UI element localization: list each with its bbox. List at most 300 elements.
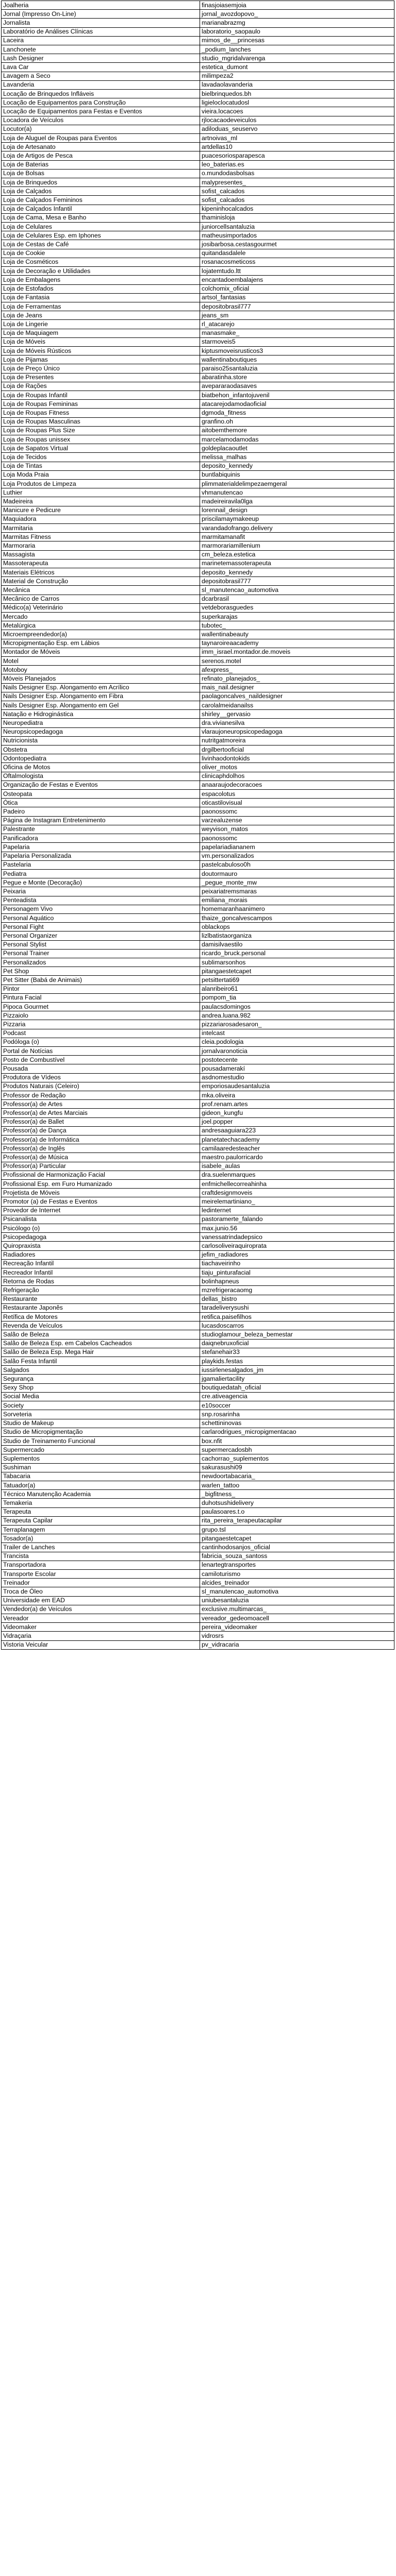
- account-cell[interactable]: pastelcabuloso0h: [200, 860, 394, 869]
- category-cell[interactable]: Papelaria Personalizada: [2, 852, 200, 860]
- category-cell[interactable]: Personal Trainer: [2, 949, 200, 958]
- category-cell[interactable]: Loja de Bolsas: [2, 169, 200, 178]
- account-cell[interactable]: tubotec_: [200, 621, 394, 630]
- account-cell[interactable]: cachorrao_suplementos: [200, 1454, 394, 1463]
- category-cell[interactable]: Recreador Infantil: [2, 1268, 200, 1277]
- account-cell[interactable]: dcarbrasil: [200, 595, 394, 603]
- account-cell[interactable]: oliver_motos: [200, 763, 394, 772]
- account-cell[interactable]: thaminisloja: [200, 213, 394, 222]
- account-cell[interactable]: atacarejodamodaoficial: [200, 400, 394, 409]
- category-cell[interactable]: Psicopedagoga: [2, 1233, 200, 1242]
- account-cell[interactable]: ricardo_bruck.personal: [200, 949, 394, 958]
- category-cell[interactable]: Microempreendedor(a): [2, 630, 200, 639]
- account-cell[interactable]: fabricia_souza_santoss: [200, 1552, 394, 1561]
- account-cell[interactable]: paraiso25santaluzia: [200, 364, 394, 373]
- category-cell[interactable]: Jornal (Impresso On-Line): [2, 10, 200, 19]
- account-cell[interactable]: camilaaredesteacher: [200, 1144, 394, 1153]
- category-cell[interactable]: Locutor(a): [2, 125, 200, 133]
- category-cell[interactable]: Loja de Calçados: [2, 187, 200, 196]
- category-cell[interactable]: Revenda de Veículos: [2, 1321, 200, 1330]
- category-cell[interactable]: Maquiadora: [2, 515, 200, 523]
- account-cell[interactable]: starmoveis5: [200, 337, 394, 346]
- account-cell[interactable]: alanribeiro61: [200, 985, 394, 993]
- account-cell[interactable]: mka.oliveira: [200, 1091, 394, 1099]
- account-cell[interactable]: cm_beleza.estetica: [200, 550, 394, 559]
- category-cell[interactable]: Papelaria: [2, 843, 200, 852]
- account-cell[interactable]: deposito_kennedy: [200, 568, 394, 577]
- account-cell[interactable]: max.junio.56: [200, 1224, 394, 1233]
- account-cell[interactable]: josibarbosa.cestasgourmet: [200, 240, 394, 249]
- category-cell[interactable]: Retífica de Motores: [2, 1313, 200, 1321]
- category-cell[interactable]: Professor(a) de Artes Marciais: [2, 1109, 200, 1117]
- category-cell[interactable]: Personal Aquático: [2, 913, 200, 922]
- category-cell[interactable]: Loja de Roupas Infantil: [2, 391, 200, 399]
- category-cell[interactable]: Locação de Equipamentos para Festas e Eventos: [2, 107, 200, 116]
- account-cell[interactable]: granfino.oh: [200, 417, 394, 426]
- account-cell[interactable]: carlarodrigues_micropigmentacao: [200, 1428, 394, 1436]
- category-cell[interactable]: Provedor de Internet: [2, 1206, 200, 1215]
- account-cell[interactable]: shirley__gervasio: [200, 710, 394, 719]
- account-cell[interactable]: playkids.festas: [200, 1357, 394, 1366]
- category-cell[interactable]: Loja de Rações: [2, 382, 200, 391]
- account-cell[interactable]: leo_baterias.es: [200, 160, 394, 169]
- account-cell[interactable]: rita_pereira_terapeutacapilar: [200, 1516, 394, 1525]
- category-cell[interactable]: Panificadora: [2, 834, 200, 843]
- category-cell[interactable]: Loja de Fantasia: [2, 293, 200, 302]
- category-cell[interactable]: Studio de Micropigmentação: [2, 1428, 200, 1436]
- account-cell[interactable]: newdoortabacaria_: [200, 1472, 394, 1481]
- account-cell[interactable]: finasjoiasemjoia: [200, 1, 394, 10]
- account-cell[interactable]: espacolotus: [200, 790, 394, 799]
- category-cell[interactable]: Podóloga (o): [2, 1038, 200, 1046]
- account-cell[interactable]: lojatemtudo.ltt: [200, 267, 394, 276]
- category-cell[interactable]: Neuropediatra: [2, 719, 200, 727]
- account-cell[interactable]: daiqnebruxoficial: [200, 1339, 394, 1348]
- account-cell[interactable]: buntlabiquinis: [200, 470, 394, 479]
- category-cell[interactable]: Mecânica: [2, 586, 200, 595]
- account-cell[interactable]: jgamaliertacility: [200, 1375, 394, 1383]
- account-cell[interactable]: warlen_tattoo: [200, 1481, 394, 1489]
- account-cell[interactable]: varzealuzense: [200, 816, 394, 825]
- account-cell[interactable]: avepararaodasaves: [200, 382, 394, 391]
- category-cell[interactable]: Restaurante: [2, 1295, 200, 1303]
- account-cell[interactable]: dra.vivianesilva: [200, 719, 394, 727]
- category-cell[interactable]: Loja de Roupas Femininas: [2, 400, 200, 409]
- account-cell[interactable]: mzrefrigeracaomg: [200, 1286, 394, 1295]
- category-cell[interactable]: Motel: [2, 657, 200, 666]
- category-cell[interactable]: Psicólogo (o): [2, 1224, 200, 1233]
- category-cell[interactable]: Montador de Móveis: [2, 648, 200, 656]
- category-cell[interactable]: Loja de Estofados: [2, 284, 200, 293]
- category-cell[interactable]: Studio de Makeup: [2, 1419, 200, 1428]
- account-cell[interactable]: postotecente: [200, 1056, 394, 1064]
- account-cell[interactable]: marianabrazmg: [200, 19, 394, 27]
- category-cell[interactable]: Nails Designer Esp. Alongamento em Acrílico: [2, 683, 200, 692]
- account-cell[interactable]: thaize_goncalvescampos: [200, 913, 394, 922]
- category-cell[interactable]: Personalizados: [2, 958, 200, 967]
- account-cell[interactable]: marmorariamillenium: [200, 541, 394, 550]
- account-cell[interactable]: encantadoembalajens: [200, 276, 394, 284]
- category-cell[interactable]: Loja de Roupas Masculinas: [2, 417, 200, 426]
- account-cell[interactable]: sublimarsonhos: [200, 958, 394, 967]
- category-cell[interactable]: Lavagem a Seco: [2, 72, 200, 80]
- account-cell[interactable]: puacesoriosparapesca: [200, 151, 394, 160]
- category-cell[interactable]: Nails Designer Esp. Alongamento em Gel: [2, 701, 200, 710]
- account-cell[interactable]: bielbrinquedos.bh: [200, 90, 394, 98]
- category-cell[interactable]: Social Media: [2, 1392, 200, 1401]
- category-cell[interactable]: Loja de Celulares: [2, 223, 200, 231]
- account-cell[interactable]: isabele_aulas: [200, 1162, 394, 1171]
- account-cell[interactable]: vieira.locacoes: [200, 107, 394, 116]
- category-cell[interactable]: Mecânico de Carros: [2, 595, 200, 603]
- category-cell[interactable]: Tatuador(a): [2, 1481, 200, 1489]
- account-cell[interactable]: vidrosrs: [200, 1632, 394, 1640]
- category-cell[interactable]: Materiais Elétricos: [2, 568, 200, 577]
- account-cell[interactable]: ledinternet: [200, 1206, 394, 1215]
- category-cell[interactable]: Material de Construção: [2, 577, 200, 586]
- category-cell[interactable]: Loja de Lingerie: [2, 320, 200, 329]
- account-cell[interactable]: sofist_calcados: [200, 196, 394, 205]
- category-cell[interactable]: Produtos Naturais (Celeiro): [2, 1082, 200, 1091]
- account-cell[interactable]: depositobrasil777: [200, 302, 394, 311]
- account-cell[interactable]: tiaju_pinturafacial: [200, 1268, 394, 1277]
- account-cell[interactable]: cantinhodosanjos_oficial: [200, 1543, 394, 1552]
- account-cell[interactable]: sakurasushi09: [200, 1463, 394, 1472]
- category-cell[interactable]: Loja de Roupas Plus Size: [2, 426, 200, 435]
- category-cell[interactable]: Salão Festa Infantil: [2, 1357, 200, 1366]
- category-cell[interactable]: Sexy Shop: [2, 1383, 200, 1392]
- account-cell[interactable]: afexpress_: [200, 666, 394, 674]
- category-cell[interactable]: Loja de Calçados Infantil: [2, 205, 200, 213]
- account-cell[interactable]: pastoramerte_falando: [200, 1215, 394, 1224]
- category-cell[interactable]: Professor(a) de Inglês: [2, 1144, 200, 1153]
- category-cell[interactable]: Técnico Manutenção Academia: [2, 1490, 200, 1499]
- account-cell[interactable]: pitangaestetcapet: [200, 1534, 394, 1543]
- category-cell[interactable]: Loja de Cosméticos: [2, 258, 200, 266]
- category-cell[interactable]: Produtora de Vídeos: [2, 1073, 200, 1082]
- account-cell[interactable]: oblackops: [200, 923, 394, 931]
- category-cell[interactable]: Pet Sitter (Babá de Animais): [2, 976, 200, 985]
- category-cell[interactable]: Natação e Hidroginástica: [2, 710, 200, 719]
- category-cell[interactable]: Loja de Presentes: [2, 373, 200, 382]
- account-cell[interactable]: e10soccer: [200, 1401, 394, 1410]
- category-cell[interactable]: Trancista: [2, 1552, 200, 1561]
- category-cell[interactable]: Lavanderia: [2, 80, 200, 89]
- category-cell[interactable]: Portal de Notícias: [2, 1046, 200, 1055]
- account-cell[interactable]: dgmoda_fitness: [200, 409, 394, 417]
- account-cell[interactable]: malypresentes_: [200, 178, 394, 187]
- category-cell[interactable]: Metalúrgica: [2, 621, 200, 630]
- category-cell[interactable]: Loja de Ferramentas: [2, 302, 200, 311]
- category-cell[interactable]: Sorveteria: [2, 1410, 200, 1419]
- account-cell[interactable]: cre.ativeagencia: [200, 1392, 394, 1401]
- account-cell[interactable]: studio_mgridalvarenga: [200, 54, 394, 63]
- category-cell[interactable]: Marmitas Fitness: [2, 533, 200, 541]
- category-cell[interactable]: Palestrante: [2, 825, 200, 834]
- category-cell[interactable]: Vidraçaria: [2, 1632, 200, 1640]
- category-cell[interactable]: Pintura Facial: [2, 993, 200, 1002]
- category-cell[interactable]: Tosador(a): [2, 1534, 200, 1543]
- account-cell[interactable]: _podium_lanches: [200, 45, 394, 54]
- account-cell[interactable]: rjlocacaodeveiculos: [200, 116, 394, 125]
- account-cell[interactable]: vereador_gedeomoacell: [200, 1614, 394, 1622]
- category-cell[interactable]: Loja Produtos de Limpeza: [2, 479, 200, 488]
- category-cell[interactable]: Loja de Móveis: [2, 337, 200, 346]
- account-cell[interactable]: milimpeza2: [200, 72, 394, 80]
- category-cell[interactable]: Loja de Artesanato: [2, 143, 200, 151]
- account-cell[interactable]: rosanacosmeticoss: [200, 258, 394, 266]
- account-cell[interactable]: planetatechacademy: [200, 1136, 394, 1144]
- account-cell[interactable]: vanessatrindadepsico: [200, 1233, 394, 1242]
- category-cell[interactable]: Ótica: [2, 799, 200, 807]
- account-cell[interactable]: mais_nail.designer: [200, 683, 394, 692]
- category-cell[interactable]: Loja de Tecidos: [2, 453, 200, 462]
- category-cell[interactable]: Promotor (a) de Festas e Eventos: [2, 1197, 200, 1206]
- category-cell[interactable]: Loja de Cestas de Café: [2, 240, 200, 249]
- account-cell[interactable]: lorennail_design: [200, 506, 394, 515]
- category-cell[interactable]: Penteadista: [2, 896, 200, 905]
- account-cell[interactable]: dra.suelenmarques: [200, 1171, 394, 1179]
- account-cell[interactable]: emiliana_morais: [200, 896, 394, 905]
- account-cell[interactable]: aitobemthemore: [200, 426, 394, 435]
- account-cell[interactable]: craftdesignmoveis: [200, 1189, 394, 1197]
- category-cell[interactable]: Micropigmentação Esp. em Lábios: [2, 639, 200, 648]
- category-cell[interactable]: Lash Designer: [2, 54, 200, 63]
- category-cell[interactable]: Treinador: [2, 1579, 200, 1587]
- account-cell[interactable]: carlosoliveiraquiroprata: [200, 1242, 394, 1250]
- category-cell[interactable]: Neuropsicopedagoga: [2, 727, 200, 736]
- category-cell[interactable]: Página de Instagram Entretenimento: [2, 816, 200, 825]
- category-cell[interactable]: Lava Car: [2, 63, 200, 72]
- category-cell[interactable]: Loja de Cookie: [2, 249, 200, 258]
- account-cell[interactable]: adiloduas_seuservo: [200, 125, 394, 133]
- category-cell[interactable]: Trailer de Lanches: [2, 1543, 200, 1552]
- account-cell[interactable]: andresaaguiara223: [200, 1126, 394, 1135]
- category-cell[interactable]: Loja de Aluguel de Roupas para Eventos: [2, 134, 200, 143]
- account-cell[interactable]: retifica.paisefilhos: [200, 1313, 394, 1321]
- account-cell[interactable]: supermercadosbh: [200, 1446, 394, 1454]
- category-cell[interactable]: Pizzaiolo: [2, 1011, 200, 1020]
- account-cell[interactable]: asdnomestudio: [200, 1073, 394, 1082]
- account-cell[interactable]: pitangaestetcapet: [200, 967, 394, 976]
- category-cell[interactable]: Massagista: [2, 550, 200, 559]
- account-cell[interactable]: anaaraujodecoracoes: [200, 781, 394, 789]
- account-cell[interactable]: exclusive.multimarcas_: [200, 1605, 394, 1614]
- account-cell[interactable]: plimmaterialdelimpezaemgeral: [200, 479, 394, 488]
- category-cell[interactable]: Projetista de Móveis: [2, 1189, 200, 1197]
- category-cell[interactable]: Loja Moda Praia: [2, 470, 200, 479]
- account-cell[interactable]: _bigfitness_: [200, 1490, 394, 1499]
- account-cell[interactable]: jeans_sm: [200, 311, 394, 320]
- account-cell[interactable]: lucasdoscarros: [200, 1321, 394, 1330]
- category-cell[interactable]: Jornalista: [2, 19, 200, 27]
- category-cell[interactable]: Loja de Pijamas: [2, 355, 200, 364]
- account-cell[interactable]: bolinhapneus: [200, 1277, 394, 1286]
- account-cell[interactable]: homemaranhaanimero: [200, 905, 394, 913]
- category-cell[interactable]: Loja de Tintas: [2, 462, 200, 470]
- account-cell[interactable]: refinato_planejados_: [200, 674, 394, 683]
- category-cell[interactable]: Marmitaria: [2, 523, 200, 532]
- category-cell[interactable]: Salão de Beleza: [2, 1330, 200, 1339]
- account-cell[interactable]: wallentinaboutiques: [200, 355, 394, 364]
- account-cell[interactable]: clinicaphdolhos: [200, 772, 394, 781]
- category-cell[interactable]: Laceira: [2, 36, 200, 45]
- account-cell[interactable]: rl_atacarejo: [200, 320, 394, 329]
- account-cell[interactable]: uniubesantaluzia: [200, 1596, 394, 1605]
- account-cell[interactable]: gideon_kungfu: [200, 1109, 394, 1117]
- account-cell[interactable]: ligieloclocatudosl: [200, 98, 394, 107]
- category-cell[interactable]: Posto de Combustível: [2, 1056, 200, 1064]
- category-cell[interactable]: Lanchonete: [2, 45, 200, 54]
- category-cell[interactable]: Segurança: [2, 1375, 200, 1383]
- account-cell[interactable]: wallentinabeauty: [200, 630, 394, 639]
- category-cell[interactable]: Loja de Artigos de Pesca: [2, 151, 200, 160]
- account-cell[interactable]: papelariadiananem: [200, 843, 394, 852]
- category-cell[interactable]: Pousada: [2, 1064, 200, 1073]
- account-cell[interactable]: peixariatremsmaras: [200, 887, 394, 896]
- category-cell[interactable]: Terraplanagem: [2, 1525, 200, 1534]
- category-cell[interactable]: Organização de Festas e Eventos: [2, 781, 200, 789]
- account-cell[interactable]: vlaraujoneuropsicopedagoga: [200, 727, 394, 736]
- category-cell[interactable]: Supermercado: [2, 1446, 200, 1454]
- account-cell[interactable]: jornalvaronoticia: [200, 1046, 394, 1055]
- category-cell[interactable]: Pizzaria: [2, 1020, 200, 1029]
- category-cell[interactable]: Retorna de Rodas: [2, 1277, 200, 1286]
- account-cell[interactable]: taradeliverysushi: [200, 1303, 394, 1312]
- category-cell[interactable]: Nutricionista: [2, 736, 200, 745]
- category-cell[interactable]: Salgados: [2, 1366, 200, 1375]
- category-cell[interactable]: Madeireira: [2, 497, 200, 506]
- account-cell[interactable]: mimos_de__princesas: [200, 36, 394, 45]
- account-cell[interactable]: stefanehair33: [200, 1348, 394, 1357]
- account-cell[interactable]: kipeninhocalcados: [200, 205, 394, 213]
- account-cell[interactable]: damisilvaestilo: [200, 940, 394, 949]
- account-cell[interactable]: o.mundodasbolsas: [200, 169, 394, 178]
- account-cell[interactable]: serenos.motel: [200, 657, 394, 666]
- category-cell[interactable]: Vendedor(a) de Veículos: [2, 1605, 200, 1614]
- account-cell[interactable]: studioglamour_beleza_bemestar: [200, 1330, 394, 1339]
- category-cell[interactable]: Terapeuta Capilar: [2, 1516, 200, 1525]
- category-cell[interactable]: Transporte Escolar: [2, 1569, 200, 1578]
- category-cell[interactable]: Psicanalista: [2, 1215, 200, 1224]
- category-cell[interactable]: Salão de Beleza Esp. em Cabelos Cacheados: [2, 1339, 200, 1348]
- category-cell[interactable]: Loja de Roupas Fitness: [2, 409, 200, 417]
- category-cell[interactable]: Podcast: [2, 1029, 200, 1038]
- account-cell[interactable]: drgilbertooficial: [200, 745, 394, 754]
- account-cell[interactable]: sofist_calcados: [200, 187, 394, 196]
- account-cell[interactable]: sl_manutencao_automotiva: [200, 1587, 394, 1596]
- account-cell[interactable]: artdellas10: [200, 143, 394, 151]
- category-cell[interactable]: Pet Shop: [2, 967, 200, 976]
- account-cell[interactable]: manasmake_: [200, 329, 394, 337]
- account-cell[interactable]: matheusimportados: [200, 231, 394, 240]
- category-cell[interactable]: Universidade em EAD: [2, 1596, 200, 1605]
- category-cell[interactable]: Profissional Esp. em Furo Humanizado: [2, 1180, 200, 1189]
- account-cell[interactable]: marmitamanafit: [200, 533, 394, 541]
- category-cell[interactable]: Loja de Sapatos Virtual: [2, 444, 200, 453]
- account-cell[interactable]: carolalmeidanailss: [200, 701, 394, 710]
- account-cell[interactable]: pizzariarosadesaron_: [200, 1020, 394, 1029]
- category-cell[interactable]: Radiadores: [2, 1250, 200, 1259]
- category-cell[interactable]: Luthier: [2, 488, 200, 497]
- category-cell[interactable]: Médico(a) Veterinário: [2, 603, 200, 612]
- account-cell[interactable]: vm.personalizados: [200, 852, 394, 860]
- account-cell[interactable]: cleia.podologia: [200, 1038, 394, 1046]
- account-cell[interactable]: nutritgatmoreira: [200, 736, 394, 745]
- account-cell[interactable]: taynaroireaacademy: [200, 639, 394, 648]
- account-cell[interactable]: paulacsdomingos: [200, 1002, 394, 1011]
- account-cell[interactable]: colchomix_oficial: [200, 284, 394, 293]
- account-cell[interactable]: sl_manutencao_automotiva: [200, 586, 394, 595]
- account-cell[interactable]: joel.popper: [200, 1117, 394, 1126]
- account-cell[interactable]: laboratorio_saopaulo: [200, 27, 394, 36]
- account-cell[interactable]: iussirlenesalgados_jm: [200, 1366, 394, 1375]
- category-cell[interactable]: Loja de Roupas unissex: [2, 435, 200, 444]
- category-cell[interactable]: Profissional de Harmonização Facial: [2, 1171, 200, 1179]
- category-cell[interactable]: Loja de Calçados Femininos: [2, 196, 200, 205]
- account-cell[interactable]: grupo.tsl: [200, 1525, 394, 1534]
- account-cell[interactable]: oticastilovisual: [200, 799, 394, 807]
- category-cell[interactable]: Restaurante Japonês: [2, 1303, 200, 1312]
- account-cell[interactable]: vetdeborasguedes: [200, 603, 394, 612]
- account-cell[interactable]: marinetemassoterapeuta: [200, 559, 394, 568]
- account-cell[interactable]: petsittertati69: [200, 976, 394, 985]
- account-cell[interactable]: jefim_radiadores: [200, 1250, 394, 1259]
- category-cell[interactable]: Oficina de Motos: [2, 763, 200, 772]
- category-cell[interactable]: Osteopata: [2, 790, 200, 799]
- account-cell[interactable]: pompom_tia: [200, 993, 394, 1002]
- category-cell[interactable]: Temakeria: [2, 1499, 200, 1507]
- category-cell[interactable]: Troca de Óleo: [2, 1587, 200, 1596]
- account-cell[interactable]: jornal_avozdopovo_: [200, 10, 394, 19]
- category-cell[interactable]: Personal Fight: [2, 923, 200, 931]
- category-cell[interactable]: Professor(a) de Artes: [2, 1100, 200, 1109]
- account-cell[interactable]: varandadofrango.delivery: [200, 523, 394, 532]
- category-cell[interactable]: Loja de Preço Único: [2, 364, 200, 373]
- account-cell[interactable]: biatbehon_infantojuvenil: [200, 391, 394, 399]
- category-cell[interactable]: Pastelaria: [2, 860, 200, 869]
- account-cell[interactable]: paolagoncalves_naildesigner: [200, 692, 394, 701]
- category-cell[interactable]: Recreação Infantil: [2, 1259, 200, 1268]
- category-cell[interactable]: Marmoraria: [2, 541, 200, 550]
- category-cell[interactable]: Professor(a) de Dança: [2, 1126, 200, 1135]
- account-cell[interactable]: abaratinha.store: [200, 373, 394, 382]
- category-cell[interactable]: Society: [2, 1401, 200, 1410]
- account-cell[interactable]: melissa_malhas: [200, 453, 394, 462]
- account-cell[interactable]: madeireiravila0lga: [200, 497, 394, 506]
- account-cell[interactable]: artsol_fantasias: [200, 293, 394, 302]
- account-cell[interactable]: pereira_videomaker: [200, 1623, 394, 1632]
- account-cell[interactable]: pousadamerakí: [200, 1064, 394, 1073]
- category-cell[interactable]: Refrigeração: [2, 1286, 200, 1295]
- category-cell[interactable]: Loja de Celulares Esp. em Iphones: [2, 231, 200, 240]
- category-cell[interactable]: Locação de Brinquedos Infláveis: [2, 90, 200, 98]
- account-cell[interactable]: kiptusmoveisrusticos3: [200, 346, 394, 355]
- category-cell[interactable]: Professor(a) Particular: [2, 1162, 200, 1171]
- account-cell[interactable]: livinhaodontokids: [200, 754, 394, 763]
- category-cell[interactable]: Obstetra: [2, 745, 200, 754]
- category-cell[interactable]: Professor(a) de Música: [2, 1153, 200, 1162]
- category-cell[interactable]: Motoboy: [2, 666, 200, 674]
- category-cell[interactable]: Professor(a) de Ballet: [2, 1117, 200, 1126]
- account-cell[interactable]: emporiosaudesantaluzia: [200, 1082, 394, 1091]
- category-cell[interactable]: Terapeuta: [2, 1507, 200, 1516]
- account-cell[interactable]: lizlbatistaorganiza: [200, 931, 394, 940]
- account-cell[interactable]: boutiquedatah_oficial: [200, 1383, 394, 1392]
- category-cell[interactable]: Salão de Beleza Esp. Mega Hair: [2, 1348, 200, 1357]
- category-cell[interactable]: Pintor: [2, 985, 200, 993]
- account-cell[interactable]: deposito_kennedy: [200, 462, 394, 470]
